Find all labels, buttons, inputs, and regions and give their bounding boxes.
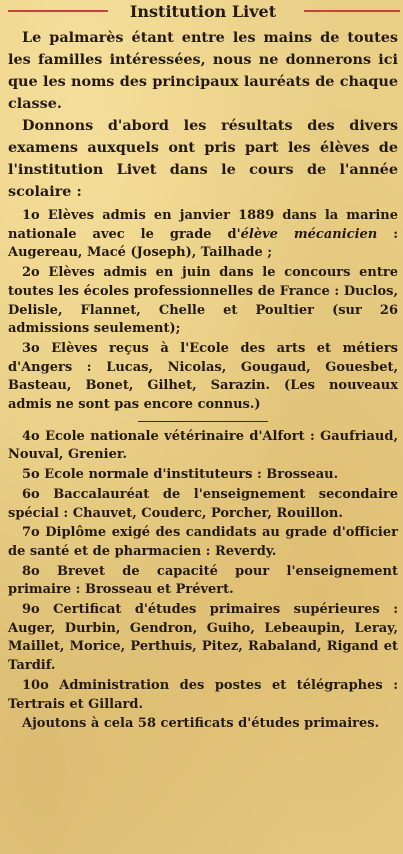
exam-item-4: 4o Ecole nationale vétérinaire d'Alfort : Gaufriaud, Nouval, Grenier. [8, 428, 398, 463]
newspaper-article [8, 0, 398, 734]
exam-item-5: 5o Ecole normale d'instituteurs : Brosseau. [22, 467, 339, 483]
exam-item-2: 2o Elèves admis en juin dans le concours entre toutes les écoles professionnelles de France : Duclos, Delisle, Flannet, Chelle et Poultier (sur 26 admissions seulement); [8, 265, 398, 337]
exam-item-7: 7o Diplôme exigé des candidats au grade d'officier de santé et de pharmacien : Reverdy. [8, 525, 398, 559]
closing-paragraph: Ajoutons à cela 58 certificats d'études primaires. [22, 716, 380, 732]
exam-item-1-grade: élève mécanicien [240, 226, 378, 242]
article-header [8, 0, 398, 26]
section-divider [138, 421, 268, 422]
exam-item-1-text: 1o Elèves admis en janvier 1889 dans la marine nationale avec le grade d' [8, 208, 398, 242]
exam-item-9: 9o Certificat d'études primaires supérieures : Auger, Durbin, Gendron, Guiho, Lebeaupin, Leray, Maillet, Morice, Perthuis, Pitez, Rabaland, Rigand et Tardif. [8, 602, 398, 674]
exam-item-1 [8, 207, 398, 263]
intro-paragraph-1: Le palmarès étant entre les mains de toutes les familles intéressées, nous ne donnerons ici que les noms des principaux lauréats de chaque classe. [8, 29, 398, 112]
exam-item-10: 10o Administration des postes et télégraphes : Tertrais et Gillard. [8, 677, 398, 712]
exam-item-6: 6o Baccalauréat de l'enseignement secondaire spécial : Chauvet, Couderc, Porcher, Rouillon. [8, 486, 398, 521]
exam-item-3: 3o Elèves reçus à l'Ecole des arts et métiers d'Angers : Lucas, Nicolas, Gougaud, Gouesbet, Basteau, Bonet, Gilhet, Sarazin. (Les nouveaux admis ne sont pas encore connus.) [8, 340, 398, 413]
article-title: Institution Livet [129, 2, 277, 21]
exam-item-1-names: : Augereau, Macé (Joseph), Tailhade ; [8, 226, 399, 261]
exam-item-8: 8o Brevet de capacité pour l'enseignement primaire : Brosseau et Prévert. [8, 563, 398, 598]
intro-paragraph-2: Donnons d'abord les résultats des divers examens auxquels ont pris part les élèves de l'institution Livet dans le cours de l'année scolaire : [8, 117, 398, 200]
